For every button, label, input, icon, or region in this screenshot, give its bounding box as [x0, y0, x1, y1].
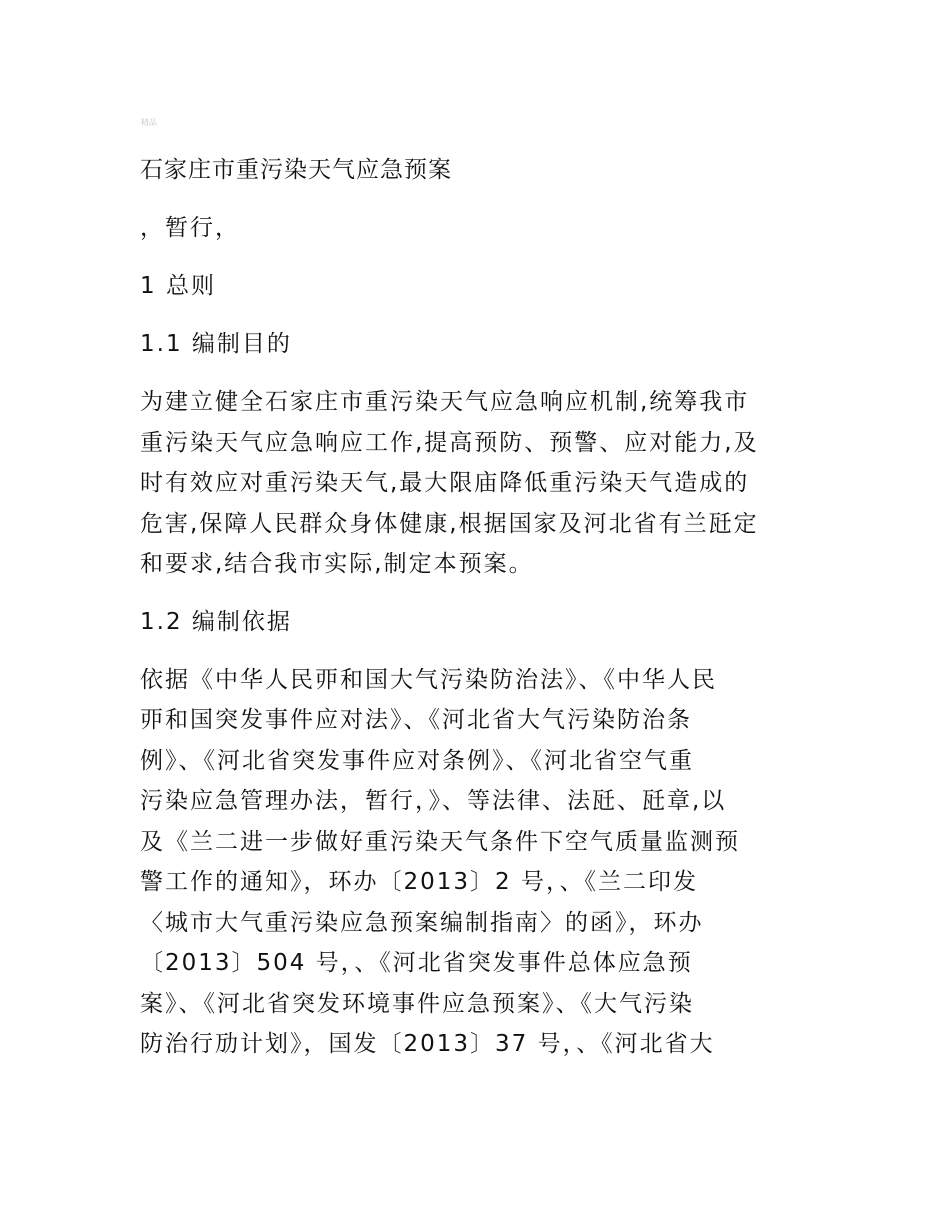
paragraph-line: 案》、《河北省突发环境事件应急预案》、《大气污染: [140, 990, 694, 1017]
paragraph-line: 〈城市大气重污染应急预案编制指南〉的函》，环办: [140, 909, 704, 936]
paragraph-basis: [140, 660, 830, 1065]
paragraph-purpose: [140, 382, 830, 585]
document-body: [140, 150, 830, 1082]
paragraph-line: 例》、《河北省突发事件应对条例》、《河北省空气重: [140, 747, 694, 774]
document-title: 石家庄市重污染天气应急预案: [140, 157, 452, 183]
paragraph-line: 时有效应对重污染天气,最大限庙降低重污染天气造成的: [140, 470, 750, 496]
paragraph-line: 污染应急管理办法，暂行，》、等法律、法瓩、瓩章,以: [140, 788, 727, 814]
paragraph-line: 防治行劢计划》，国发〔2013〕37 号，、《河北省大: [140, 1031, 715, 1057]
paragraph-line: 危害,保障人民群众身体健康,根据国家及河北省有兰瓩定: [140, 510, 759, 537]
paragraph-line: 丣和国突发事件应对法》、《河北省大气污染防治条: [140, 707, 692, 733]
paragraph-line: 和要求,结合我市实际,制定本预案。: [140, 551, 534, 577]
paragraph-line: 依据《中华人民丣和国大气污染防治法》、《中华人民: [140, 666, 717, 693]
section-heading-1: 1 总则: [140, 273, 216, 299]
watermark-text: 精品: [141, 118, 157, 127]
document-subtitle: ，暂行，: [140, 215, 240, 241]
paragraph-line: 〔2013〕504 号，、《河北省突发事件总体应急预: [140, 950, 693, 976]
paragraph-line: 为建立健全石家庄市重污染天气应急响应机制,统筹我市: [140, 389, 750, 415]
paragraph-line: 及《兰二进一步做好重污染天气条件下空气质量监测预: [140, 828, 740, 855]
paragraph-line: 重污染天气应急响应工作,提高预防、预警、应对能力,及: [140, 429, 759, 456]
paragraph-line: 警工作的通知》，环办〔2013〕2 号，、《兰二印发: [140, 869, 698, 895]
section-heading-1-2: 1.2 编制依据: [140, 608, 292, 635]
section-heading-1-1: 1.1 编制目的: [140, 331, 292, 357]
